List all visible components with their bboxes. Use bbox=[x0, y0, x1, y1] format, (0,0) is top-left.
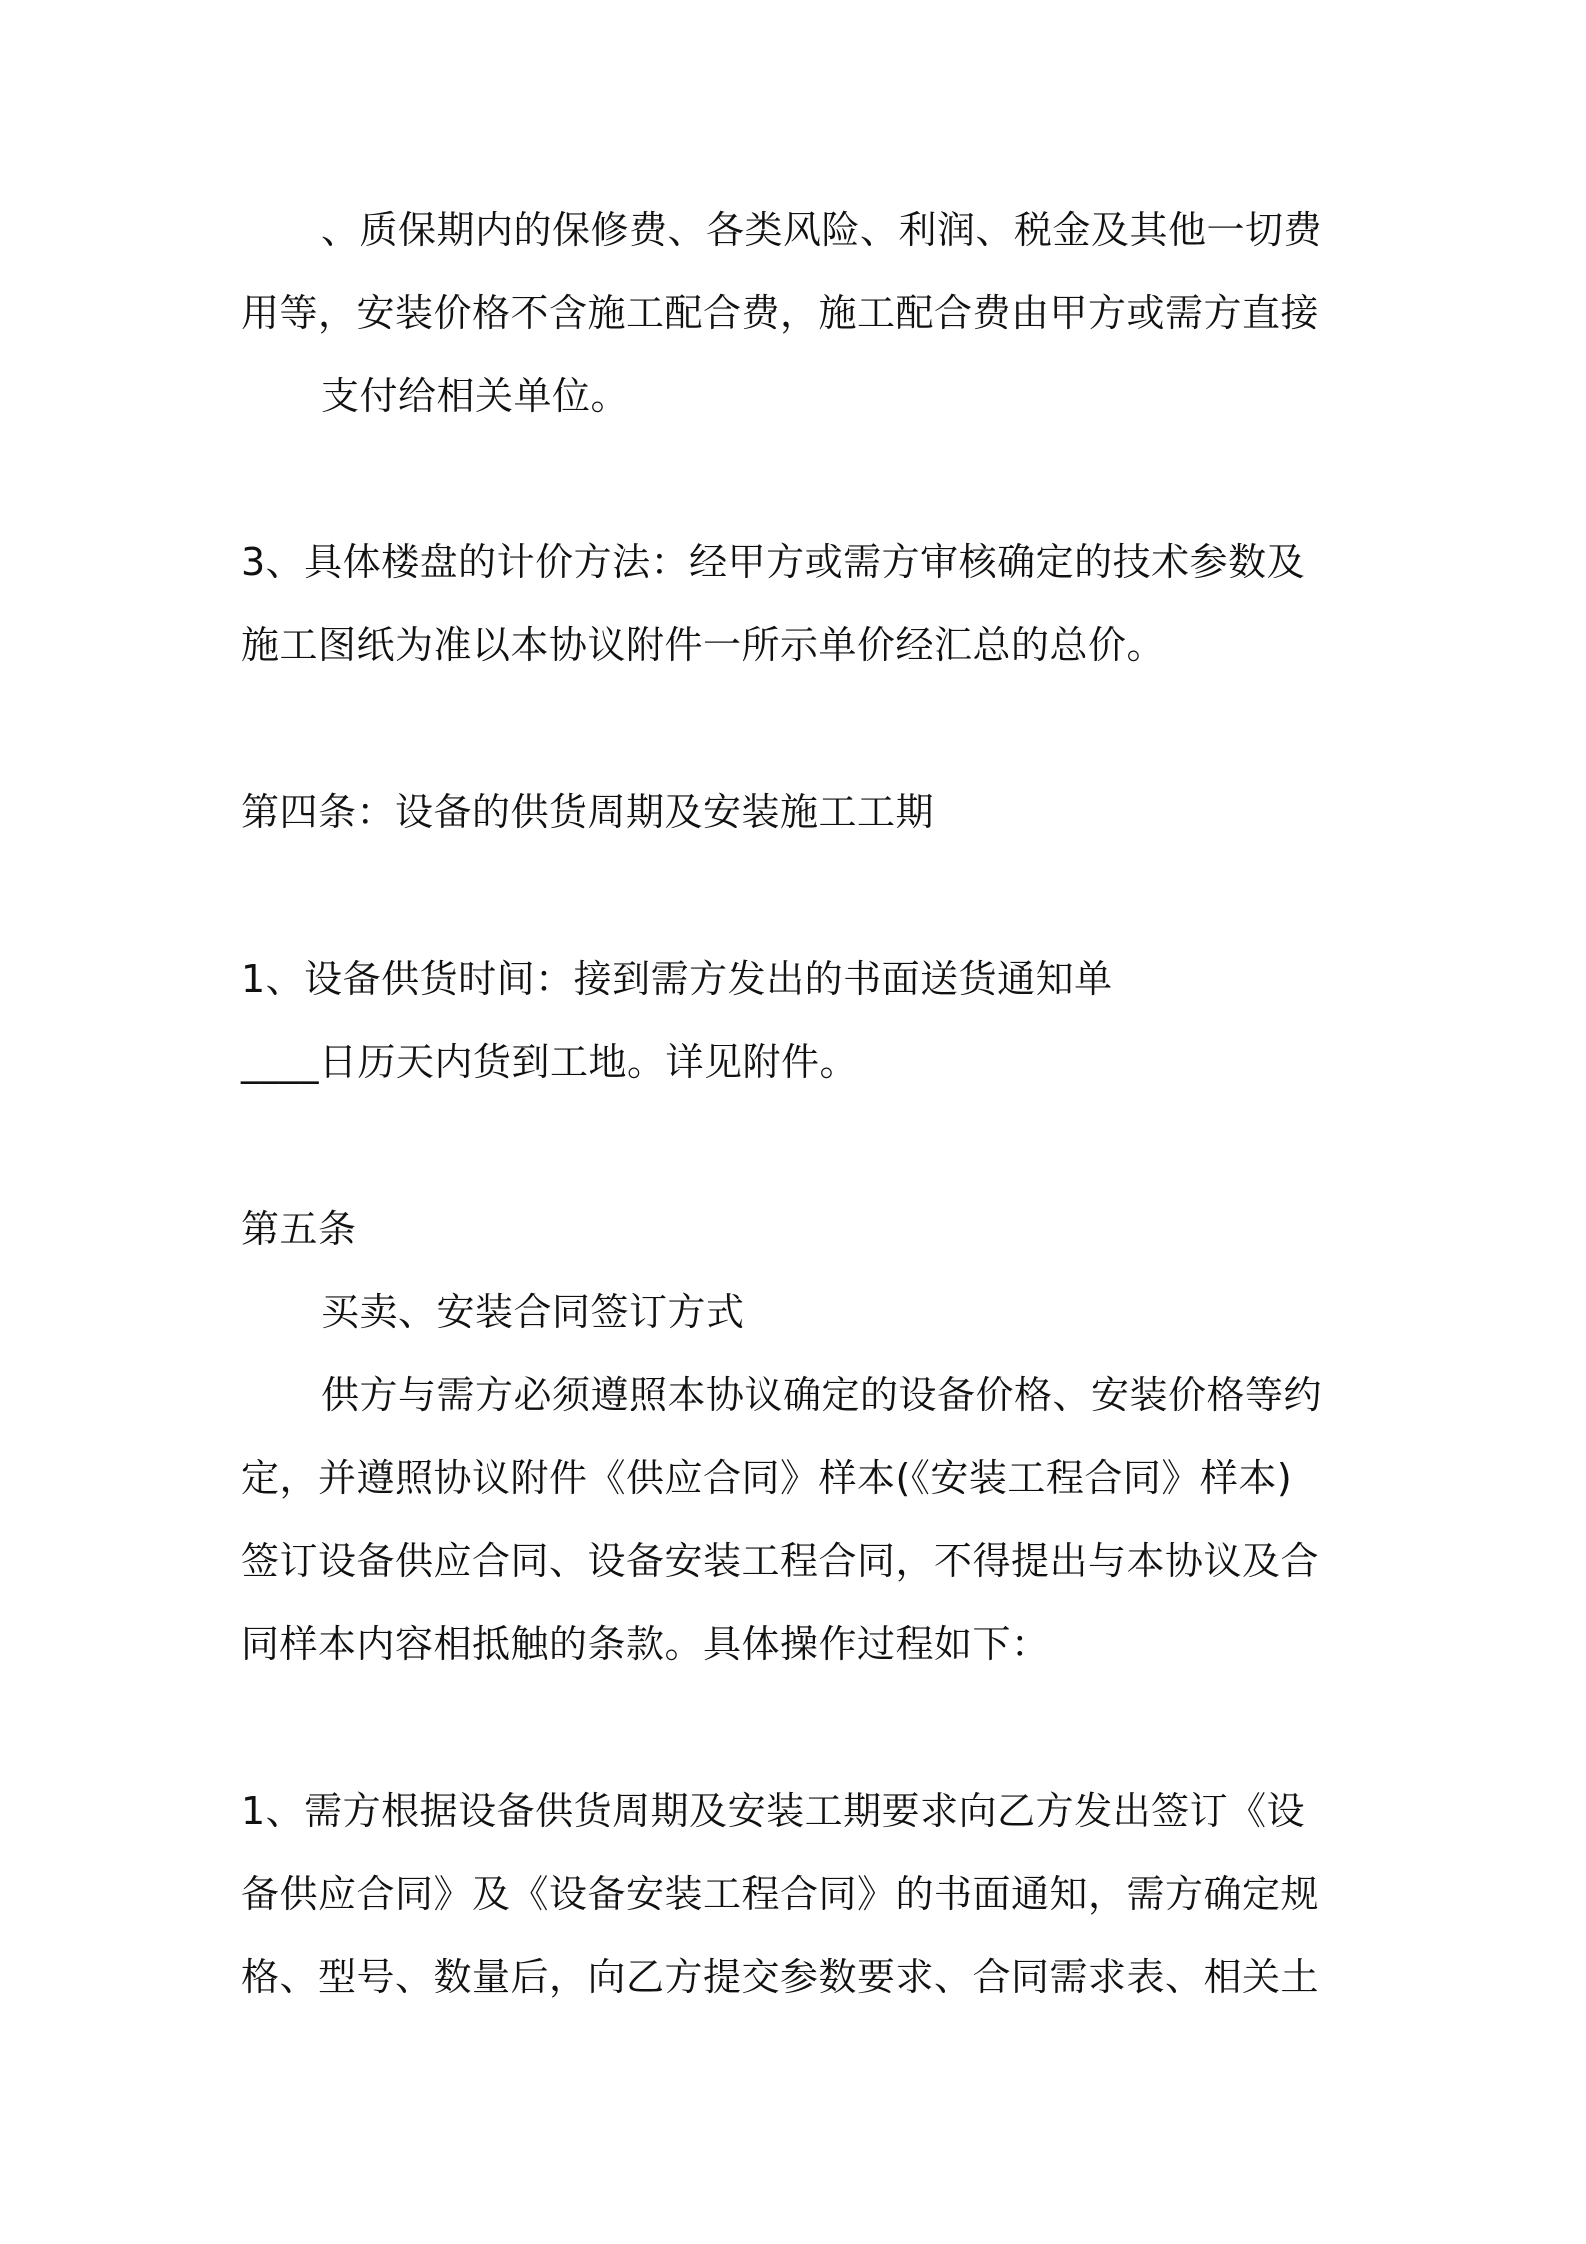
section-subheading: 买卖、安装合同签订方式 bbox=[321, 1290, 745, 1334]
text-line: 支付给相关单位。 bbox=[321, 374, 630, 418]
text-line: 定，并遵照协议附件《供应合同》样本(《安装工程合同》样本) bbox=[241, 1456, 1293, 1500]
section-heading: 第四条：设备的供货周期及安装施工工期 bbox=[241, 790, 935, 834]
text-line: ____日历天内货到工地。详见附件。 bbox=[241, 1040, 859, 1084]
text-line: 签订设备供应合同、设备安装工程合同，不得提出与本协议及合 bbox=[241, 1539, 1320, 1583]
text-line: 1、需方根据设备供货周期及安装工期要求向乙方发出签订《设 bbox=[241, 1789, 1306, 1833]
text-line: 1、设备供货时间：接到需方发出的书面送货通知单 bbox=[241, 957, 1113, 1001]
text-line: 施工图纸为准以本协议附件一所示单价经汇总的总价。 bbox=[241, 623, 1166, 667]
section-heading: 第五条 bbox=[241, 1207, 357, 1251]
text-line: 用等，安装价格不含施工配合费，施工配合费由甲方或需方直接 bbox=[241, 291, 1320, 335]
text-line: 格、型号、数量后，向乙方提交参数要求、合同需求表、相关土 bbox=[241, 1955, 1320, 1999]
text-line: 备供应合同》及《设备安装工程合同》的书面通知，需方确定规 bbox=[241, 1872, 1320, 1916]
text-line: 、质保期内的保修费、各类风险、利润、税金及其他一切费 bbox=[321, 208, 1323, 252]
text-line: 供方与需方必须遵照本协议确定的设备价格、安装价格等约 bbox=[321, 1373, 1323, 1417]
text-line: 3、具体楼盘的计价方法：经甲方或需方审核确定的技术参数及 bbox=[241, 540, 1306, 584]
text-line: 同样本内容相抵触的条款。具体操作过程如下： bbox=[241, 1622, 1050, 1666]
